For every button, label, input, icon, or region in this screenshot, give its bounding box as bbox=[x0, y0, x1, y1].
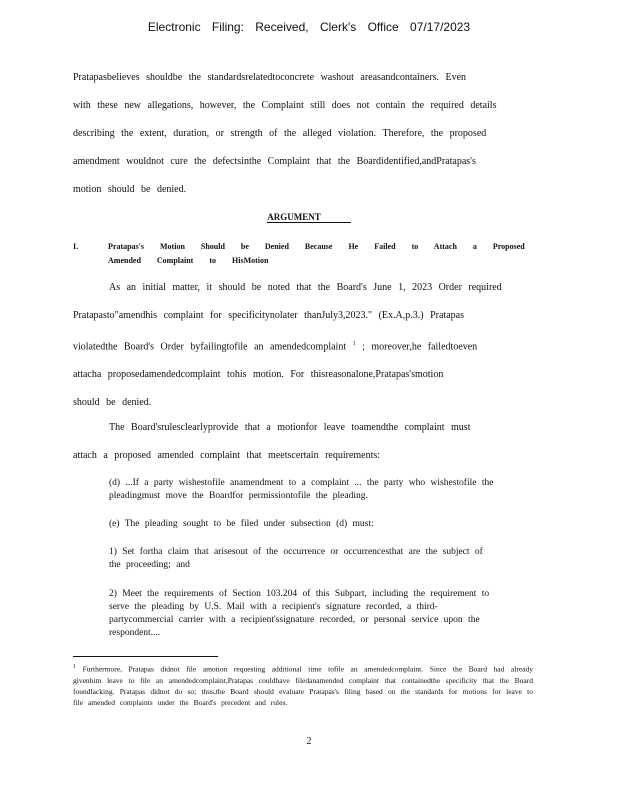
body-line: Pratapasto"amendhis complaint for specificitynolater thanJuly3,2023." (Ex.A,p.3.) Pratapas bbox=[73, 310, 464, 321]
section-number: I. bbox=[73, 242, 79, 251]
footnote-marker: 1 bbox=[73, 664, 76, 670]
footnote-divider bbox=[73, 656, 218, 657]
section-title: Pratapas's Motion Should be Denied Because He Failed to Attach a Proposed Amended Complaint to HisMotion bbox=[108, 242, 525, 265]
intro-paragraph bbox=[73, 64, 519, 204]
body-paragraph-2 bbox=[73, 414, 519, 470]
footnote-text: Furthermore, Pratapas didnot file amotion requesting additional time tofile an amendedcomplaint. Since the Board had already givenhim leave to file an amendedcomplaint,Pratapas couldhave filedanamended complaint that containedthe specificity that the Board foundlacking. Pratapas didnot do so; thus,the Board should evaluate Pratapas's filing based on the standards for motions for leave to file amended complaints under the Board's precedent and rules. bbox=[73, 664, 534, 707]
intro-line: amendment wouldnot cure the defectsinthe Complaint that the Boardidentified,andPratapas's bbox=[73, 156, 476, 167]
body-line: The Board'srulesclearlyprovide that a motionfor leave toamendthe complaint must bbox=[109, 422, 471, 433]
body-line: As an initial matter, it should be noted that the Board's June 1, 2023 Order required bbox=[109, 282, 502, 293]
intro-line: Pratapasbelieves shouldbe the standardsrelatedtoconcrete washout areasandcontainers. Even bbox=[73, 72, 467, 83]
intro-line: describing the extent, duration, or strength of the alleged violation. Therefore, the proposed bbox=[73, 128, 487, 139]
body-line: attach a proposed amended complaint that meetscertain requirements: bbox=[73, 450, 381, 461]
body-line: attacha proposedamendedcomplaint tohis motion. For thisreasonalone,Pratapas'smotion bbox=[73, 369, 444, 381]
body-line: should be denied. bbox=[73, 397, 152, 409]
footnote bbox=[73, 662, 533, 708]
page-number: 2 bbox=[306, 736, 312, 747]
filing-stamp-header: Electronic Filing: Received, Clerk's Office 07/17/2023 bbox=[147, 20, 471, 34]
argument-heading-text: ARGUMENT bbox=[267, 212, 351, 223]
quote-item-2: 2) Meet the requirements of Section 103.204 of this Subpart, including the requirement to serve the pleading by U.S. Mail with a recipient's signature recorded, a third-partycommercial carrier with a recipient'ssignature recorded, or personal service upon the respondent.... bbox=[109, 589, 490, 638]
body-line-tail: ; moreover,he failedtoeven bbox=[362, 341, 478, 353]
body-line bbox=[73, 330, 519, 361]
footnote-reference: 1 bbox=[352, 341, 356, 347]
body-paragraph-1 bbox=[73, 274, 519, 417]
intro-line: motion should be denied. bbox=[73, 184, 187, 195]
quote-subsection-d: (d) ...If a party wishestofile anamendment to a complaint ... the party who wishestofile the pleadingmust move the Boardfor permissiontofile the pleading. bbox=[109, 478, 494, 501]
intro-line: with these new allegations, however, the Complaint still does not contain the required details bbox=[73, 100, 497, 111]
argument-heading bbox=[0, 212, 618, 222]
quote-item-1: 1) Set fortha claim that arisesout of the occurrence or occurrencesthat are the subject of the proceeding; and bbox=[109, 547, 483, 570]
body-line-text: violatedthe Board's Order byfailingtofile an amendedcomplaint bbox=[73, 341, 347, 353]
quote-subsection-e: (e) The pleading sought to be filed under subsection (d) must: bbox=[109, 519, 374, 529]
